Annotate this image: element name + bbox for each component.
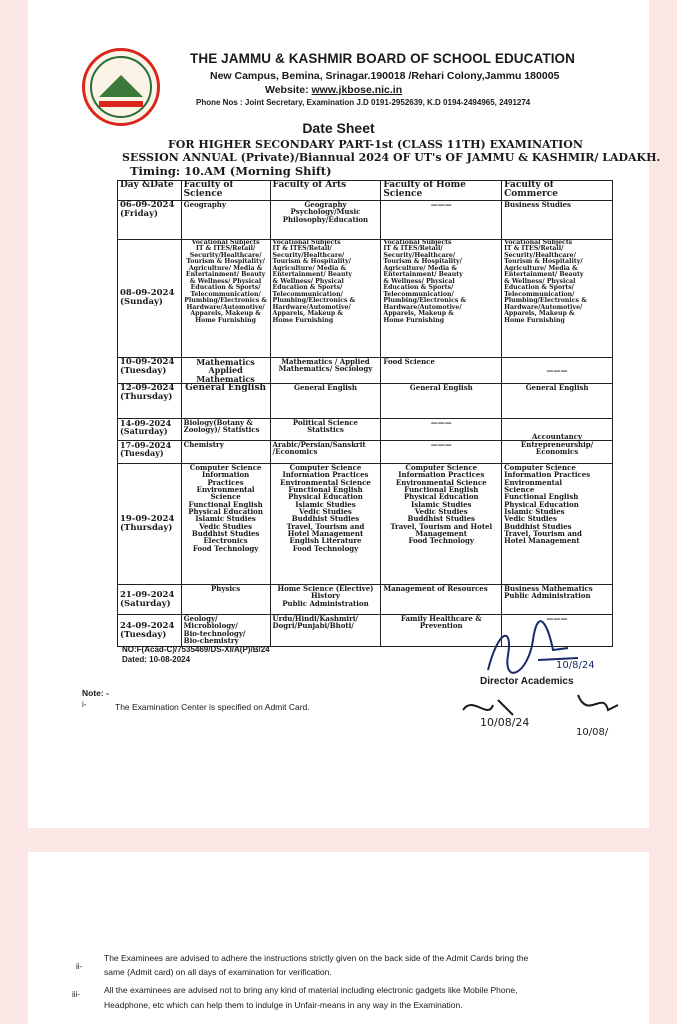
science-cell (181, 441, 270, 464)
date-cell (118, 419, 182, 441)
subject-text: Food Science (383, 356, 435, 366)
exam-line: FOR HIGHER SECONDARY PART-1st (CLASS 11TH) EXAMINATION (168, 138, 583, 151)
subject-text: Geography (183, 199, 226, 209)
note-text: The Examinees are advised to adhere the instructions strictly given on the back side of the Admit Cards bring the (104, 953, 529, 963)
table-row (118, 200, 613, 239)
commerce-cell (502, 384, 613, 419)
arts-cell (270, 200, 381, 239)
table-header-row (118, 181, 613, 201)
home-cell (381, 441, 502, 464)
home-cell (381, 239, 502, 357)
arts-cell (270, 384, 381, 419)
vocational-subjects: Vocational Subjects IT & ITES/Retail/ Security/Healthcare/ Tourism & Hospitality/ Agriculture/ Media & Entertainment/ Beauty & Wellness/ Physical Education & Sports/ Telecommunication/ Plumbing/Electronics & Hardware/Automotive/ Apparels, Makeup & Home Furnishing (504, 238, 587, 324)
document-title: Date Sheet (302, 120, 375, 136)
arts-cell (270, 615, 381, 647)
note-text: Headphone, etc which can help them to indulge in Unfair-means in any way in the Examination. (104, 1000, 463, 1010)
subject-text: Mathematics Applied Mathematics (196, 356, 255, 384)
arts-cell (270, 585, 381, 615)
date-sheet-table (117, 180, 613, 647)
home-cell (381, 585, 502, 615)
vocational-subjects: Vocational Subjects IT & ITES/Retail/ Security/Healthcare/ Tourism & Hospitality/ Agriculture/ Media & Entertainment/ Beauty & Wellness/ Physical Education & Sports/ Telecommunication/ Plumbing/Electronics & Hardware/Automotive/ Apparels, Makeup & Home Furnishing (184, 238, 267, 324)
date-text: 21-09-2024 (Saturday) (120, 589, 175, 609)
issue-date: Dated: 10-08-2024 (122, 655, 191, 664)
arts-cell (270, 357, 381, 383)
subject-text: General English (409, 383, 473, 393)
subject-text: Physics (210, 584, 241, 594)
date-text: 08-09-2024 (Sunday) (120, 288, 175, 308)
subject-text: General English (293, 383, 357, 393)
table-row (118, 441, 613, 464)
home-cell (381, 200, 502, 239)
column-header: Faculty of Arts (270, 181, 381, 201)
board-logo-icon (82, 48, 160, 126)
table-row (118, 419, 613, 441)
commerce-cell (502, 419, 613, 441)
subject-text: Accountancy (532, 431, 583, 441)
website-label: Website: (265, 84, 309, 96)
table-row (118, 239, 613, 357)
phone-numbers: Phone Nos : Joint Secretary, Examination J.D 0191-2952639, K.D 0194-2494965, 2491274 (196, 98, 531, 107)
date-cell (118, 615, 182, 647)
empty-dash: ——— (430, 440, 452, 450)
date-cell (118, 239, 182, 357)
date-text: 19-09-2024 (Thursday) (120, 514, 175, 534)
board-address: New Campus, Bemina, Srinagar.190018 /Rehari Colony,Jammu 180005 (210, 70, 560, 82)
arts-cell (270, 419, 381, 441)
commerce-cell (502, 239, 613, 357)
table-row (118, 585, 613, 615)
note-text: same (Admit card) on all days of examination for verification. (104, 967, 332, 977)
note-label: Note: - (82, 688, 109, 698)
subject-text: General English (185, 383, 267, 394)
commerce-cell (502, 441, 613, 464)
date-cell (118, 384, 182, 419)
svg-text:10/08/24: 10/08/24 (480, 716, 530, 729)
science-cell (181, 357, 270, 383)
empty-dash: ——— (546, 614, 568, 624)
note-text: All the examinees are advised not to bring any kind of material including electronic gadgets like Mobile Phone, (104, 985, 518, 995)
note-number: ii- (76, 962, 83, 971)
subject-text: General English (525, 383, 589, 393)
vocational-subjects: Vocational Subjects IT & ITES/Retail/ Security/Healthcare/ Tourism & Hospitality/ Agriculture/ Media & Entertainment/ Beauty & Wellness/ Physical Education & Sports/ Telecommunication/ Plumbing/Electronics & Hardware/Automotive/ Apparels, Makeup & Home Furnishing (272, 238, 356, 324)
column-header: Faculty of Home Science (381, 181, 502, 201)
subject-text: Arabic/Persian/Sanskrit /Economics (272, 440, 366, 457)
date-text: 14-09-2024 (Saturday) (120, 418, 172, 437)
subject-text: Computer Science Information Practices Environmental Science Functional English Physical Education Islamic Studies Vedic Studies Buddhist Studies Travel, Tourism and Hotel Management English Literature Food Technology (280, 463, 371, 553)
subject-text: Management of Resources (383, 584, 488, 594)
subject-text: Political Science Statistics (292, 418, 359, 435)
science-cell (181, 200, 270, 239)
subject-text: Mathematics / Applied Mathematics/ Sociology (278, 356, 373, 374)
subject-text: Business Studies (504, 199, 571, 209)
arts-cell (270, 464, 381, 585)
timing-line: Timing: 10.AM (Morning Shift) (130, 164, 332, 178)
subject-text: Geology/ Microbiology/ Bio-technology/ Bio-chemistry (183, 614, 246, 646)
initials-signature-icon (458, 690, 628, 745)
subject-text: Computer Science Information Practices Environmental Science Functional English Physical Education Islamic Studies Vedic Studies Buddhist Studies Electronics Food Technology (188, 463, 263, 553)
commerce-cell (502, 464, 613, 585)
svg-text:10/8/24: 10/8/24 (556, 660, 595, 671)
table-row (118, 357, 613, 383)
date-text: 17-09-2024 (Tuesday) (120, 440, 172, 459)
reference-number: NO:F(Acad-C)/7535469/DS-XI/A(P)/B/24 (122, 645, 270, 654)
date-cell (118, 464, 182, 585)
subject-text: Family Healthcare & Prevention (400, 614, 482, 631)
science-cell (181, 384, 270, 419)
vocational-subjects: Vocational Subjects IT & ITES/Retail/ Security/Healthcare/ Tourism & Hospitality/ Agriculture/ Media & Entertainment/ Beauty & Wellness/ Physical Education & Sports/ Telecommunication/ Plumbing/Electronics & Hardware/Automotive/ Apparels, Makeup & Home Furnishing (383, 238, 467, 324)
home-cell (381, 357, 502, 383)
column-header: Faculty of Science (181, 181, 270, 201)
date-cell (118, 200, 182, 239)
arts-cell (270, 239, 381, 357)
subject-text: Chemistry (183, 440, 224, 450)
home-cell (381, 464, 502, 585)
note-number: iii- (72, 990, 80, 999)
commerce-cell (502, 200, 613, 239)
science-cell (181, 615, 270, 647)
subject-text: Computer Science Information Practices Environmental Science Functional English Physical Education Islamic Studies Vedic Studies Buddhist Studies Travel, Tourism and Hotel Management Food Technology (390, 463, 493, 546)
date-text: 12-09-2024 (Thursday) (120, 383, 175, 402)
director-title: Director Academics (480, 676, 574, 687)
commerce-cell (502, 357, 613, 383)
science-cell (181, 239, 270, 357)
date-text: 10-09-2024 (Tuesday) (120, 356, 175, 376)
board-name: THE JAMMU & KASHMIR BOARD OF SCHOOL EDUCATION (190, 51, 575, 66)
column-header: Faculty of Commerce (502, 181, 613, 201)
subject-text: Urdu/Hindi/Kashmiri/ Dogri/Punjabi/Bhoti/ (272, 614, 358, 631)
note-number: i- (82, 700, 87, 709)
note-text: The Examination Center is specified on Admit Card. (115, 702, 310, 712)
home-cell (381, 384, 502, 419)
subject-text: Home Science (Elective) History Public Administration (277, 584, 374, 608)
commerce-cell (502, 585, 613, 615)
date-cell (118, 357, 182, 383)
empty-dash: ——— (430, 199, 452, 209)
date-cell (118, 585, 182, 615)
subject-text: Entrepreneurship/ Economics (520, 440, 594, 457)
session-line: SESSION ANNUAL (Private)/Biannual 2024 OF UT's OF JAMMU & KASHMIR/ LADAKH. (122, 151, 661, 164)
subject-text: Computer Science Information Practices Environmental Science Functional English Physical Education Islamic Studies Vedic Studies Buddhist Studies Travel, Tourism and Hotel Management (504, 463, 591, 546)
arts-cell (270, 441, 381, 464)
subject-text: Geography Psychology/Music Philosophy/Education (282, 199, 369, 224)
website-line (265, 84, 402, 96)
svg-text:10/08/: 10/08/ (576, 727, 609, 738)
empty-dash: ——— (546, 365, 568, 375)
date-cell (118, 441, 182, 464)
table-row (118, 464, 613, 585)
signature-icon (478, 620, 595, 680)
date-text: 06-09-2024 (Friday) (120, 199, 175, 219)
notes-page (28, 852, 649, 1024)
science-cell (181, 419, 270, 441)
science-cell (181, 585, 270, 615)
date-text: 24-09-2024 (Tuesday) (120, 620, 175, 640)
science-cell (181, 464, 270, 585)
empty-dash: ——— (430, 418, 452, 428)
table-row (118, 384, 613, 419)
subject-text: Business Mathematics Public Administration (504, 584, 593, 601)
subject-text: Biology(Botany & Zoology)/ Statistics (183, 418, 260, 435)
column-header: Day &Date (118, 181, 182, 201)
home-cell (381, 419, 502, 441)
website-link[interactable]: www.jkbose.nic.in (311, 84, 403, 96)
